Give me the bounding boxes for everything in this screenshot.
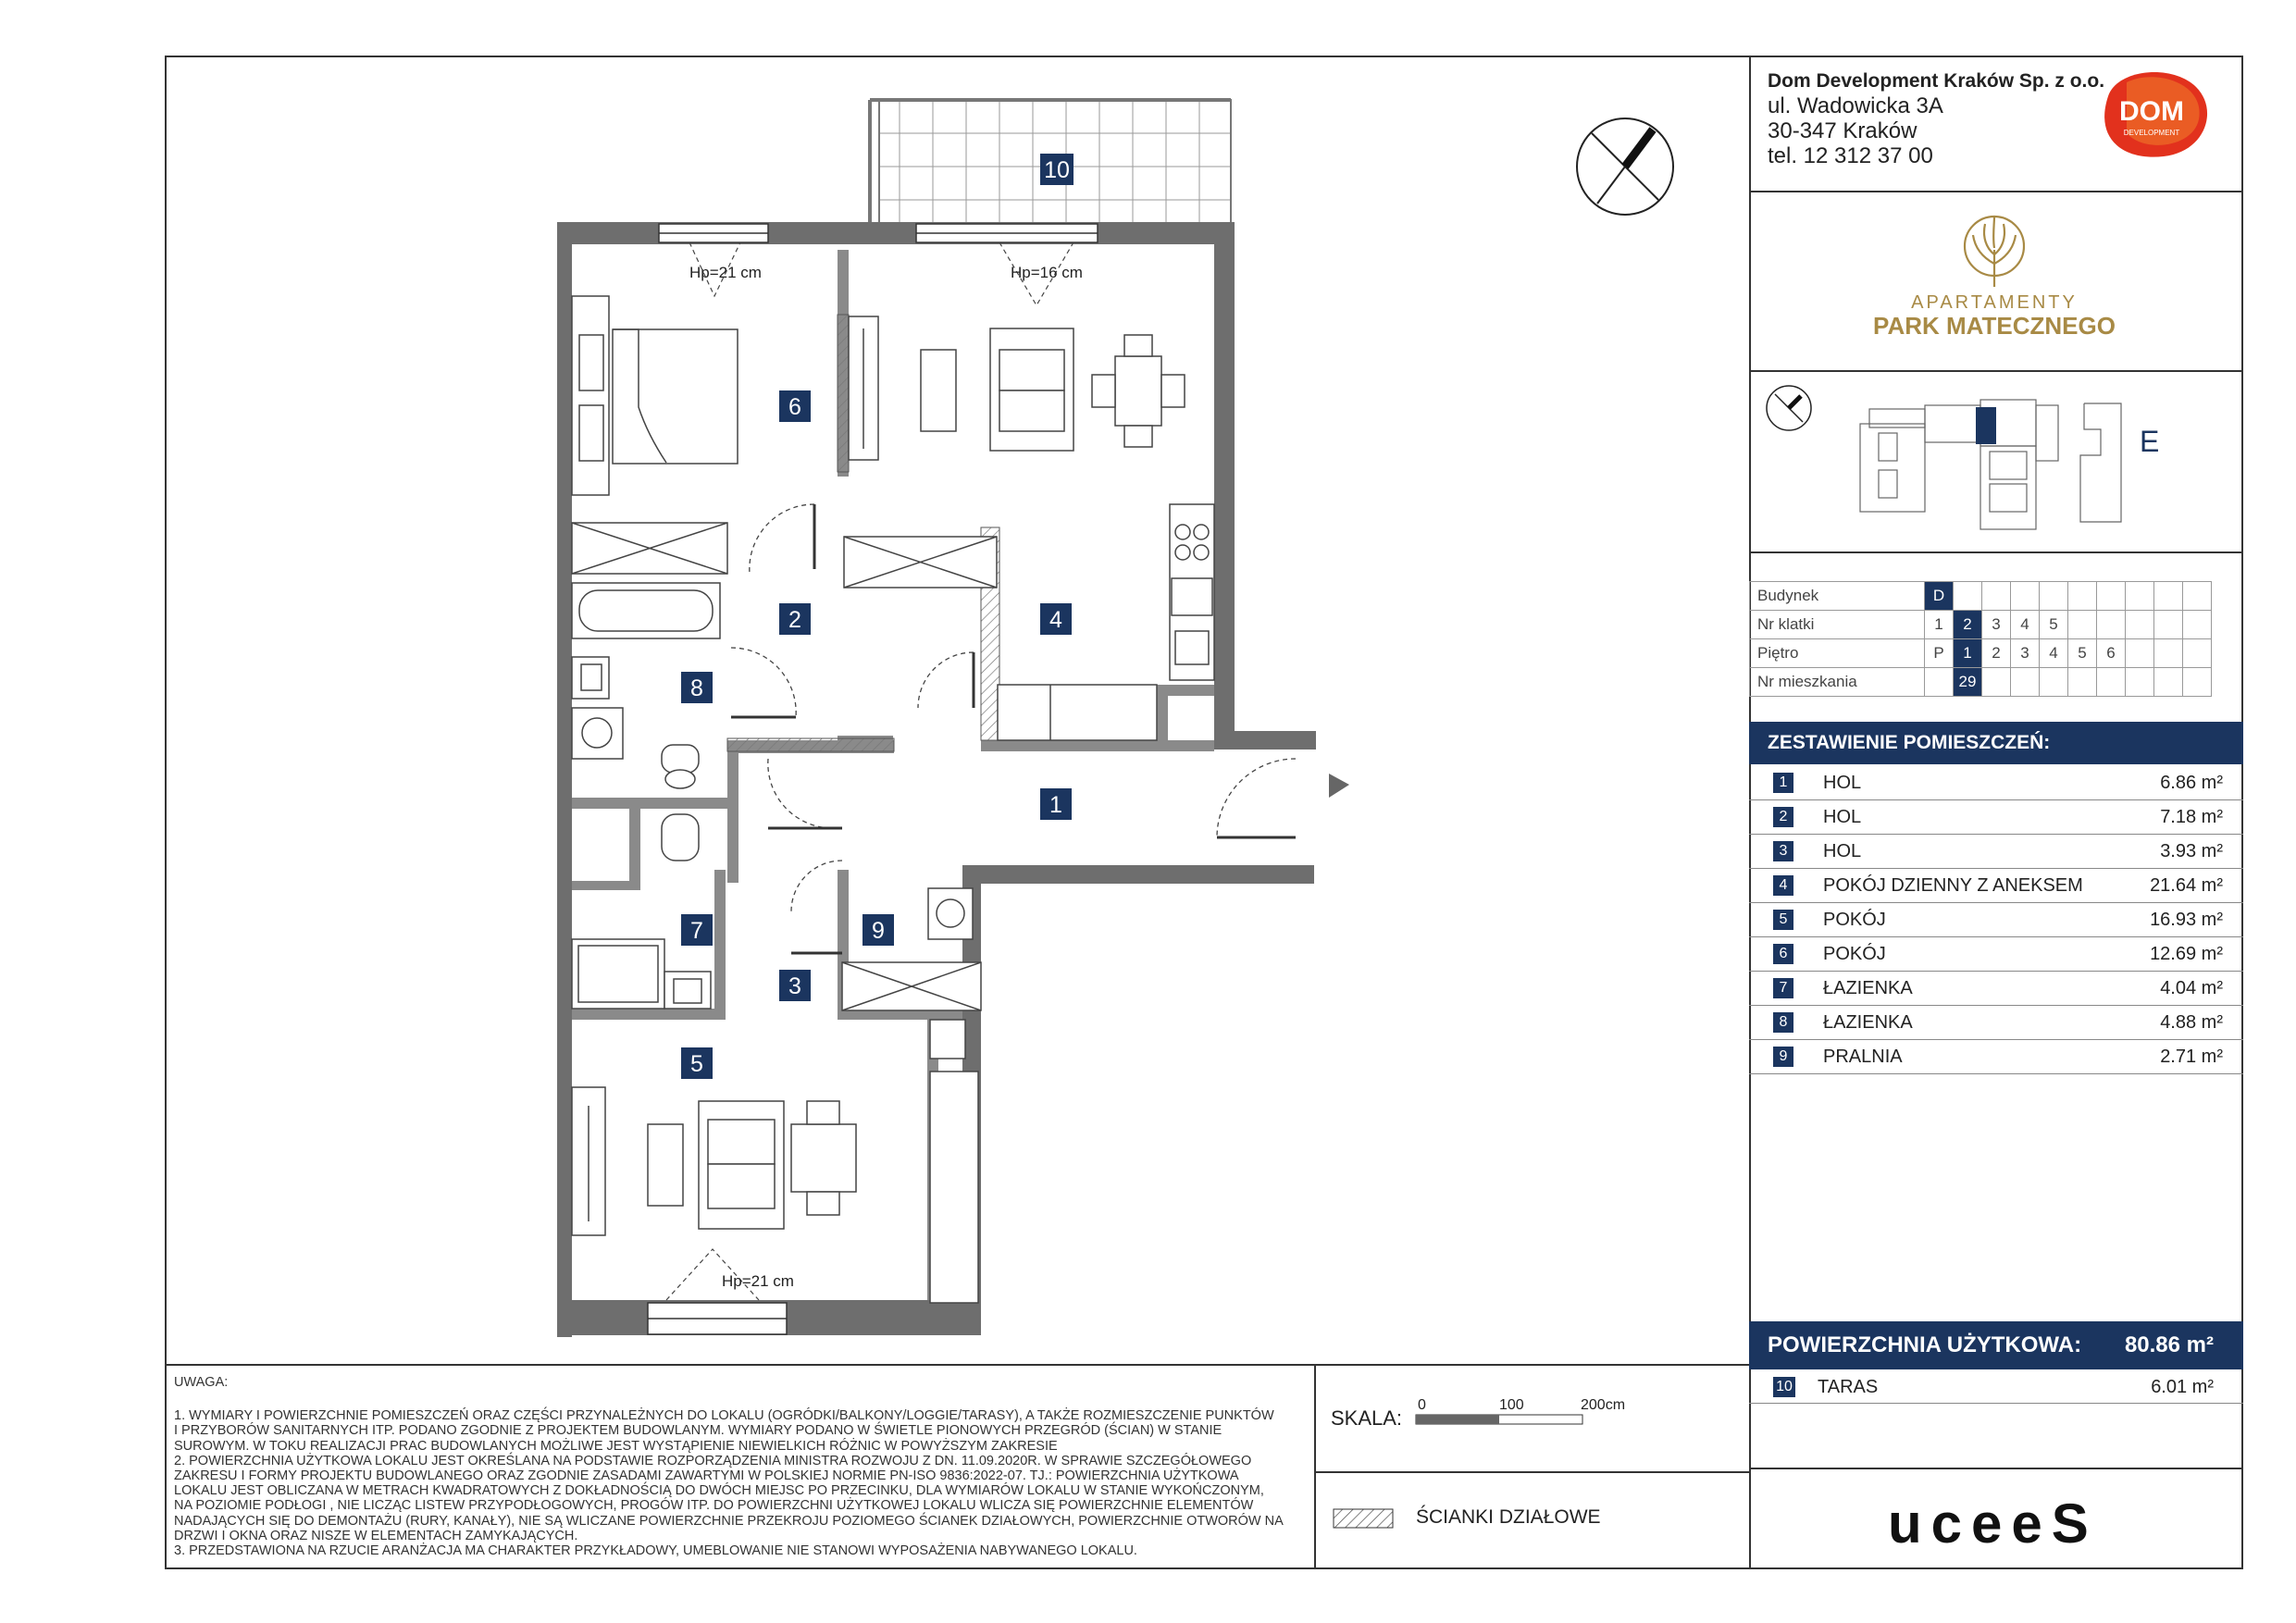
park-tree-icon [1962,213,2027,289]
panel-divider-4 [1749,1468,2243,1469]
note-line: 1. WYMIARY I POWIERZCHNIE POMIESZCZEŃ ORAZ CZĘŚCI PRZYNALEŻNYCH DO LOKALU (OGRÓDKI/BALKONY/LOGGIE/TARASY), A TAKŻE ROZMIESZCZENIE PUNKTÓW [174,1408,1274,1424]
room-row: 8 ŁAZIENKA 4.88 m² [1749,1006,2243,1040]
scale-tick-0: 0 [1418,1397,1426,1413]
legend-label: ŚCIANKI DZIAŁOWE [1416,1506,1601,1528]
room-label-5: 5 [690,1051,703,1077]
panel-divider-2 [1749,370,2243,372]
room-label-8: 8 [690,675,703,701]
info-table [1749,581,2212,697]
compass-icon [1573,115,1677,218]
rooms-list [1749,766,2243,1074]
panel-divider-3 [1749,551,2243,553]
room-row: 9 PRALNIA 2.71 m² [1749,1040,2243,1074]
panel-divider-1 [1749,191,2243,192]
notes-header: UWAGA: [174,1375,229,1390]
company-name: Dom Development Kraków Sp. z o.o. [1768,70,2105,92]
dom-development-logo [2090,68,2214,161]
entrance-arrow [1329,774,1349,798]
uces-logo-text: uceeS [1888,1493,2098,1555]
room-row: 4 POKÓJ DZIENNY Z ANEKSEM 21.64 m² [1749,869,2243,903]
keyplan-site-diagram [1851,396,2160,526]
room-row: 6 POKÓJ 12.69 m² [1749,937,2243,972]
room-row: 2 HOL 7.18 m² [1749,800,2243,835]
note-line: 2. POWIERZCHNIA UŻYTKOWA LOKALU JEST OKREŚLANA NA PODSTAWIE ROZPORZĄDZENIA MINISTRA ROZWOJU Z DN. 11.09.2020R. W SPRAWIE SZCZEGÓŁOWEGO [174,1453,1252,1468]
info-row-mieszkanie: Nr mieszkania 29 [1750,668,2212,697]
room-row: 3 HOL 3.93 m² [1749,835,2243,869]
room-label-6: 6 [788,394,801,420]
scale-tick-100: 100 [1499,1397,1524,1413]
legend-divider [1314,1471,1749,1473]
dom-logo-sub: DEVELOPMENT [2123,129,2180,137]
floor-plan [537,93,1351,1342]
room-row: 7 ŁAZIENKA 4.04 m² [1749,972,2243,1006]
company-street: ul. Wadowicka 3A [1768,93,1943,118]
notes-divider [165,1364,1749,1366]
scale-bar [1416,1414,1582,1425]
room-label-7: 7 [690,918,703,944]
note-line: I PRZYBORÓW SANITARNYCH ITP. PODANO ZGODNIE Z PROJEKTEM BUDOWLANYM. WYMIARY PODANO W ŚWIETLE PIONOWYCH PRZEGRÓD (ŚCIAN) W STANIE [174,1423,1222,1439]
keyplan-compass-icon [1764,383,1814,433]
company-city: 30-347 Kraków [1768,118,1917,143]
room-label-10: 10 [1044,157,1070,183]
note-line: ZAKRESU I FORMY PROJEKTU BUDOWLANEGO ORAZ ZGODNIE ZASADAMI ZAWARTYMI W POLSKIEJ NORMIE PN-ISO 9836:2022-07. TJ.: POWIERZCHNIA UŻYTKOWA [174,1468,1239,1484]
terrace-row: 10 TARAS 6.01 m² [1749,1371,2243,1404]
total-area-bar [1749,1321,2243,1369]
total-label: POWIERZCHNIA UŻYTKOWA: [1768,1332,2082,1357]
info-row-pietro: Piętro P 1 2 3 4 5 6 [1750,639,2212,668]
note-line: NADAJĄCYCH SIĘ DO DEMONTAŻU (RURY, KANAŁY), NIE SĄ WLICZANE POWIERZCHNIE PRZEKROJU POZIOMEGO ŚCIANEK DZIAŁOWYCH, POWIERZCHNIE OTWORÓW NA [174,1513,1284,1529]
room-label-3: 3 [788,973,801,999]
company-phone: tel. 12 312 37 00 [1768,143,1933,168]
hp-label-room5: Hp=21 cm [722,1272,794,1290]
room-row: 1 HOL 6.86 m² [1749,766,2243,800]
hp-label-room6: Hp=21 cm [689,264,762,281]
scale-divider [1314,1364,1316,1569]
room-row: 5 POKÓJ 16.93 m² [1749,903,2243,937]
total-value: 80.86 m² [2124,1332,2214,1357]
hatch-legend-icon [1333,1508,1394,1529]
rooms-header: ZESTAWIENIE POMIESZCZEŃ: [1749,722,2243,764]
room-label-1: 1 [1049,792,1062,818]
info-row-budynek: Budynek D [1750,582,2212,611]
note-line: NA POZIOMIE PODŁOGI , NIE LICZĄC LISTEW PRZYPODŁOGOWYCH, PROGÓW ITP. DO POWIERZCHNI UŻYTKOWEJ LOKALU WLICZA SIĘ POWIERZCHNIE ELEMENTÓW [174,1498,1254,1514]
company-block [1768,68,2104,168]
dom-logo-text: DOM [2119,96,2184,127]
project-line1: APARTAMENTY [1911,292,2078,313]
note-line: SUROWYM. W TOKU REALIZACJI PRAC BUDOWLANYCH MOŻLIWE JEST WYSTĄPIENIE NIEWIELKICH RÓŻNIC W POWYŻSZYM ZAKRESIE [174,1438,1058,1454]
info-row-klatka: Nr klatki 1 2 3 4 5 [1750,611,2212,639]
notes-block [174,1375,1298,1558]
keyplan-building-letter: E [2140,425,2160,458]
scale-label: SKALA: [1331,1406,1403,1430]
room-label-2: 2 [788,607,801,633]
room-label-4: 4 [1049,607,1062,633]
hp-label-room4: Hp=16 cm [1011,264,1083,281]
note-line: DRZWI I OKNA ORAZ NISZE W ELEMENTACH ZAMYKAJĄCYCH. [174,1528,578,1543]
uces-logo [1888,1492,2098,1555]
note-line: 3. PRZEDSTAWIONA NA RZUCIE ARANŻACJA MA CHARAKTER PRZYKŁADOWY, UMEBLOWANIE NIE STANOWI WYPOSAŻENIA NABYWANEGO LOKALU. [174,1543,1137,1559]
note-line: LOKALU JEST OBLICZANA W METRACH KWADRATOWYCH Z DOKŁADNOŚCIĄ DO DWÓCH MIEJSC PO PRZECINKU, DLA WYMIARÓW LOKALU W STANIE WYKOŃCZONYM, [174,1483,1264,1499]
project-line2: PARK MATECZNEGO [1873,312,2116,340]
scale-tick-200: 200cm [1581,1397,1626,1413]
room-label-9: 9 [872,918,885,944]
